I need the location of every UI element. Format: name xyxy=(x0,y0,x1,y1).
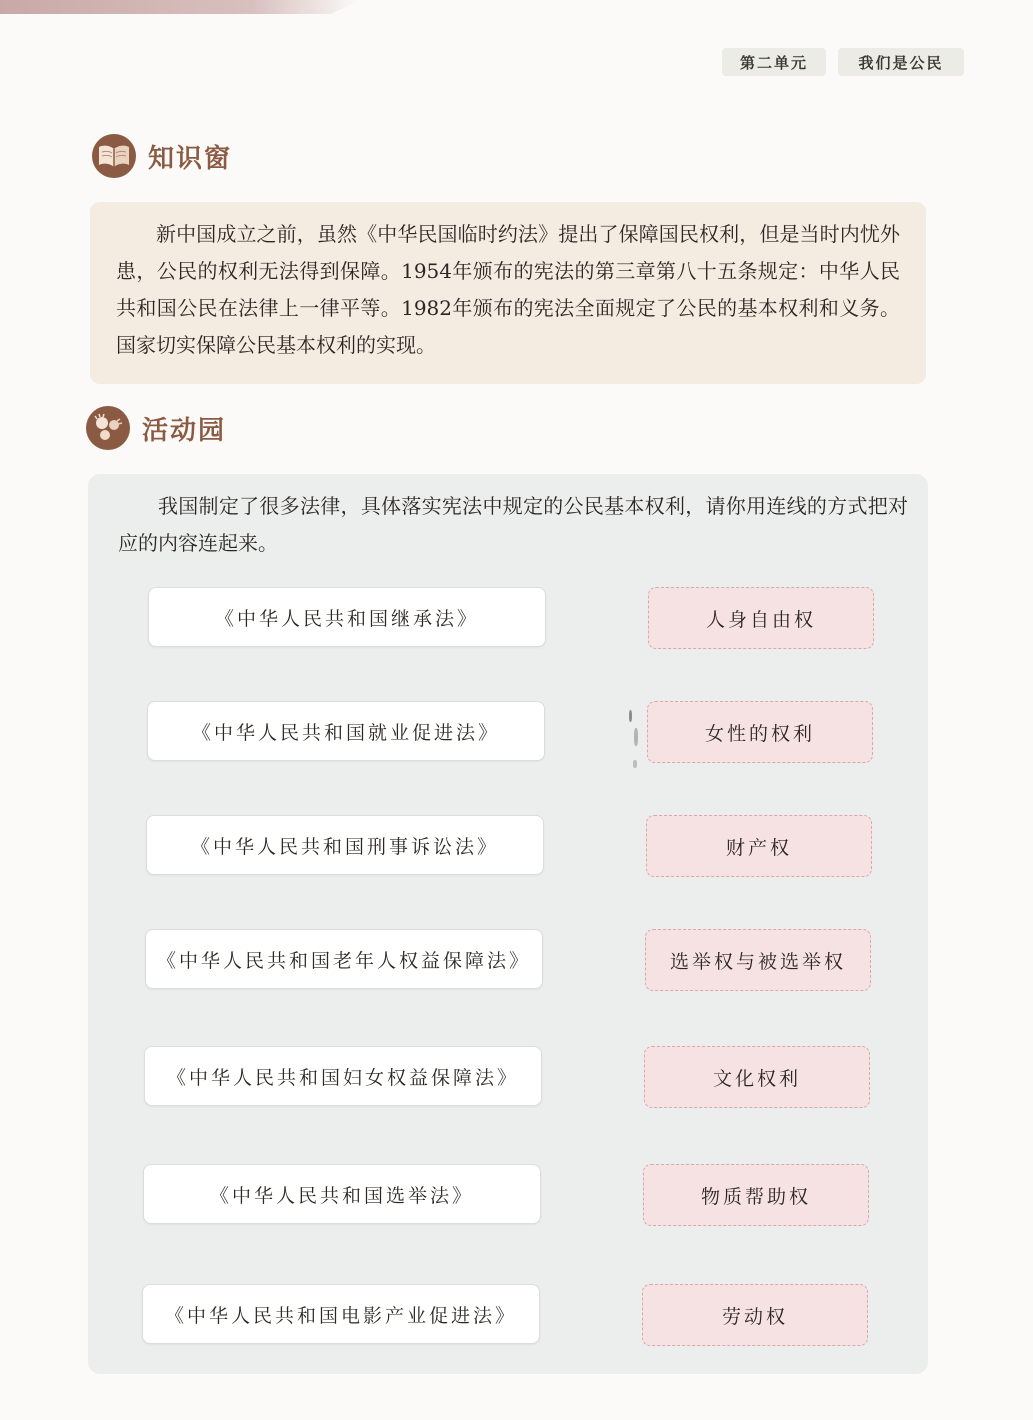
lesson-tag: 我们是公民 xyxy=(838,48,964,76)
law-box-6[interactable]: 《中华人民共和国选举法》 xyxy=(143,1164,541,1224)
right-box-1[interactable]: 人身自由权 xyxy=(648,587,874,649)
activity-intro: 我国制定了很多法律，具体落实宪法中规定的公民基本权利，请你用连线的方式把对应的内容连起来。 xyxy=(118,494,908,555)
law-box-7[interactable]: 《中华人民共和国电影产业促进法》 xyxy=(142,1284,540,1344)
scan-mark xyxy=(629,710,632,722)
knowledge-section-header xyxy=(92,134,232,178)
knowledge-text: 新中国成立之前，虽然《中华民国临时约法》提出了保障国民权利，但是当时内忧外患，公民的权利无法得到保障。1954年颁布的宪法的第三章第八十五条规定：中华人民共和国公民在法律上一律平等。1982年颁布的宪法全面规定了公民的基本权利和义务。国家切实保障公民基本权利的实现。 xyxy=(116,222,900,357)
activity-title: 活动园 xyxy=(142,415,227,446)
scan-mark xyxy=(633,760,637,768)
unit-tag: 第二单元 xyxy=(722,48,826,76)
knowledge-box xyxy=(90,202,926,384)
knowledge-title: 知识窗 xyxy=(148,143,233,174)
right-box-5[interactable]: 文化权利 xyxy=(644,1046,870,1108)
law-box-1[interactable]: 《中华人民共和国继承法》 xyxy=(148,587,546,647)
right-box-4[interactable]: 选举权与被选举权 xyxy=(645,929,871,991)
scan-mark xyxy=(634,728,638,746)
law-box-5[interactable]: 《中华人民共和国妇女权益保障法》 xyxy=(144,1046,542,1106)
right-box-7[interactable]: 劳动权 xyxy=(642,1284,868,1346)
top-decorative-band xyxy=(0,0,360,14)
law-box-3[interactable]: 《中华人民共和国刑事诉讼法》 xyxy=(146,815,544,875)
right-box-6[interactable]: 物质帮助权 xyxy=(643,1164,869,1226)
right-box-3[interactable]: 财产权 xyxy=(646,815,872,877)
law-box-2[interactable]: 《中华人民共和国就业促进法》 xyxy=(147,701,545,761)
law-box-4[interactable]: 《中华人民共和国老年人权益保障法》 xyxy=(145,929,543,989)
hands-icon xyxy=(86,406,130,450)
right-box-2[interactable]: 女性的权利 xyxy=(647,701,873,763)
activity-section-header xyxy=(86,406,226,450)
open-book-icon xyxy=(92,134,136,178)
